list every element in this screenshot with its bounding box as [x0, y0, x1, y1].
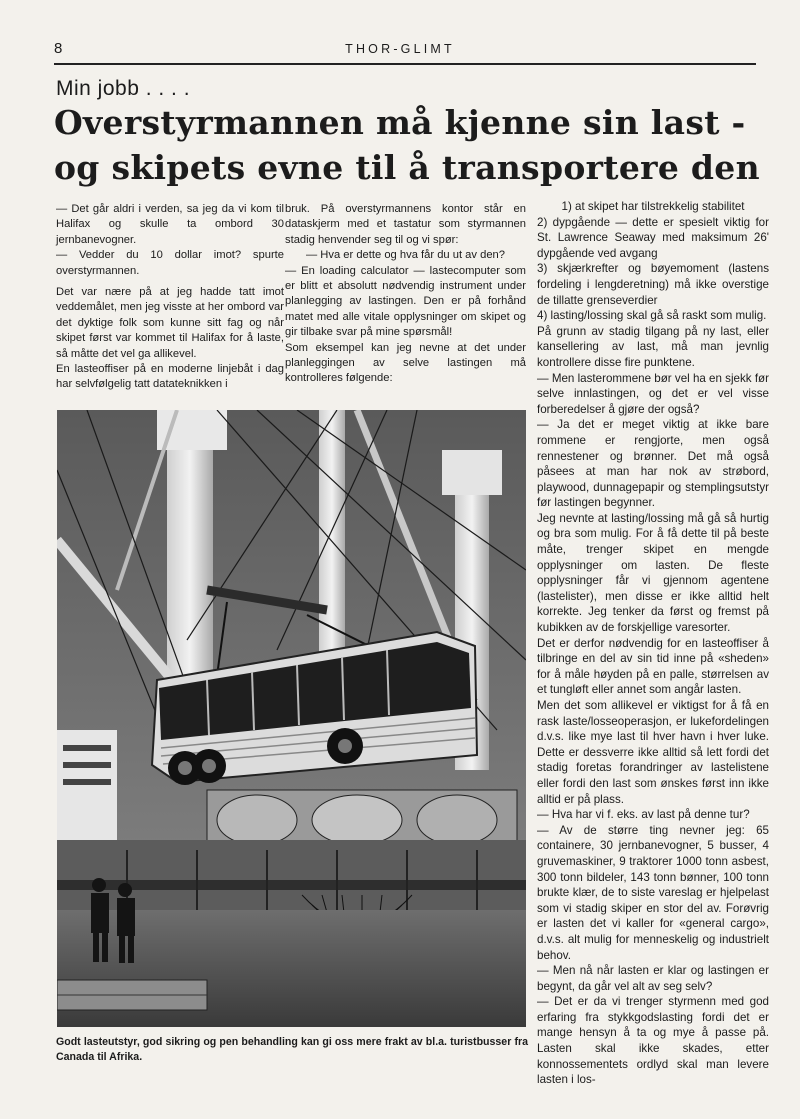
paragraph: På grunn av stadig tilgang på ny last, eller kansellering av last, må man jevnlig kontrollere disse fire punktene.: [537, 324, 769, 369]
paragraph: — Men nå når lasten er klar og lastingen er begynt, da går vel alt av seg selv?: [537, 964, 769, 993]
photo-caption: Godt lasteutstyr, god sikring og pen behandling kan gi oss mere frakt av bl.a. turistbusser fra Canada til Afrika.: [56, 1036, 528, 1063]
column-3: [537, 199, 769, 1088]
paragraph: — Ja det er meget viktig at ikke bare rommene er rengjorte, men også rennestener og brønner. Det må også påsees at man har nok av strøbord, playwood, dunnagepapir og stemplingsutstyr før lastingen begynner.: [537, 418, 769, 510]
paragraph: bruk. På overstyrmannens kontor står en dataskjerm med et tastatur som styrmannen stadig henvender seg til og vi spør:: [285, 203, 526, 246]
paragraph: 3) skjærkrefter og bøyemoment (lastens fordeling i lengderetning) må ikke overstige de tillatte grenseverdier: [537, 262, 769, 307]
paragraph: Men det som allikevel er viktigst for å få en rask laste/losseoperasjon, er lukefordelingen d.v.s. like mye last til hver havn i hver luke. Dette er dessverre ikke alltid så lett fordi det stadig foretas forandringer av lastelistene eller fordi den last som ønskes først inn ikke alltid er på plass.: [537, 699, 769, 806]
paragraph: 4) lasting/lossing skal gå så raskt som mulig.: [537, 309, 767, 323]
paragraph: — Hva har vi f. eks. av last på denne tur?: [537, 808, 750, 822]
paragraph: Det var nære på at jeg hadde tatt imot veddemålet, men jeg visste at her ombord var det dyktige folk som kunne sitt fag og når skipet først var kommet til Halifax for å laste, så måtte det vel ga allikevel.: [56, 286, 284, 360]
paragraph: — Det går aldri i verden, sa jeg da vi kom til Halifax og skulle ta ombord 30 jernbanevogner.: [56, 203, 284, 246]
paragraph: 2) dypgående — dette er spesielt viktig for St. Lawrence Seaway med maksimum 26' dypgående ved avgang: [537, 215, 769, 260]
headline-line-1: Overstyrmannen må kjenne sin last -: [54, 103, 746, 142]
paragraph: — Av de større ting nevner jeg: 65 containere, 30 jernbanevogner, 5 busser, 4 gruvemaskiner, 9 traktorer 1000 tonn asbest, 300 tonn bildeler, 143 tonn bønner, 100 tonn brukte klær, de to siste vareslag er hjelpelast som vi stadig skiper en stor del av. Forøvrig er lasten det vi kaller for «general cargo», d.v.s. alt mulig for menneskelig og industrielt behov.: [537, 823, 769, 962]
paragraph: — En loading calculator — lastecomputer som er blitt et absolutt nødvendig instrument under planlegging av lastingen. Den er på forhånd matet med alle vitale opplysninger om skipet og gir tilbake svar på mine spørsmål!: [285, 264, 526, 339]
paragraph: En lasteoffiser på en moderne linjebåt i dag har selvfølgelig tatt datateknikken i: [56, 363, 284, 391]
column-2: [285, 202, 526, 387]
paragraph: — Det er da vi trenger styrmenn med god erfaring fra stykkgodslasting fordi det er mange hensyn å ta og mye å passe på. Lasten skal ikke skades, etter konnossementets ordlyd skal man levere lasten i los-: [537, 995, 769, 1087]
column-1: [56, 202, 284, 393]
paragraph: Som eksempel kan jeg nevne at det under planleggingen av selve lastingen må kontrolleres følgende:: [285, 341, 526, 385]
kicker: Min jobb . . . .: [56, 77, 191, 100]
paragraph: Jeg nevnte at lasting/lossing må gå så hurtig og bra som mulig. For å få dette til på beste måte, trenger skipet en mengde opplysninger om lasten. De fleste opplysninger får vi gjennom agentene (lastelister), men disse er ikke alltid helt korrekte. Jeg tenker da først og fremst på kubikken av de forskjellige varesorter.: [537, 511, 769, 635]
paragraph: 1) at skipet har tilstrekkelig stabilitet: [561, 200, 745, 213]
paragraph: — Vedder du 10 dollar imot? spurte overstyrmannen.: [56, 249, 284, 277]
paragraph: — Men lasterommene bør vel ha en sjekk før selve innlastingen, og det er vel visse forberedelser å gjøre der også?: [537, 371, 769, 416]
running-head: THOR-GLIMT: [345, 42, 455, 56]
bus-loading-photo: [57, 410, 526, 1027]
header-rule: [54, 63, 756, 65]
headline-line-2: og skipets evne til å transportere den: [54, 148, 760, 187]
headline: [54, 100, 774, 190]
paragraph: — Hva er dette og hva får du ut av den?: [305, 249, 505, 262]
paragraph: Det er derfor nødvendig for en lasteoffiser å tilbringe en del av sin tid inne på «sheden» for å måle høyden på en palle, størrelsen av et tungløft eller annet som angår lasten.: [537, 636, 769, 697]
page-number: 8: [54, 40, 63, 57]
